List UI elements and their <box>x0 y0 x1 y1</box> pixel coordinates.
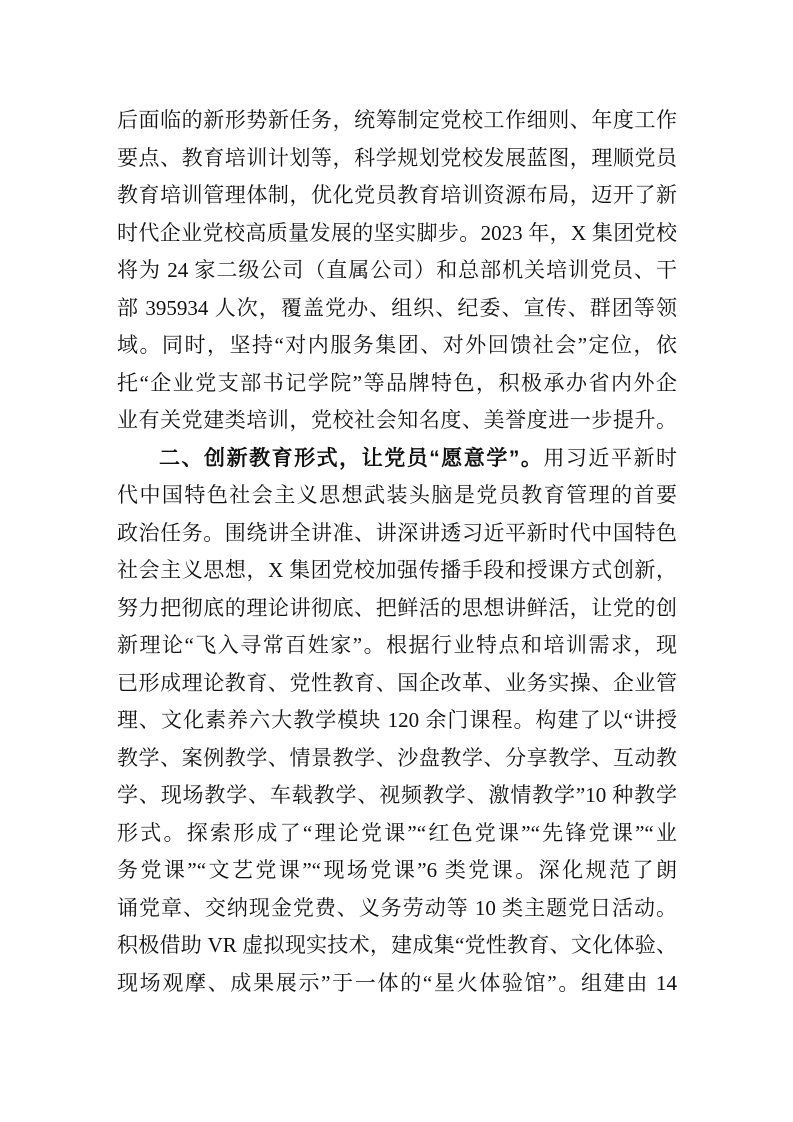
text-line: 政治任务。围绕讲全讲准、讲深讲透习近平新时代中国特色 <box>117 521 677 545</box>
text-line: 学、现场教学、车载教学、视频教学、激情教学”10 种教学 <box>117 783 677 807</box>
text-line: 现场观摩、成果展示”于一体的“星火体验馆”。组建由 14 <box>117 971 677 995</box>
text-line: 将为 24 家二级公司（直属公司）和总部机关培训党员、干 <box>117 258 677 282</box>
text-line: 形式。探索形成了“理论党课”“红色党课”“先锋党课”“业 <box>117 821 677 845</box>
text-line: 教学、案例教学、情景教学、沙盘教学、分享教学、互动教 <box>117 746 677 770</box>
text-line: 已形成理论教育、党性教育、国企改革、业务实操、企业管 <box>117 671 677 695</box>
text-line: 后面临的新形势新任务，统筹制定党校工作细则、年度工作 <box>117 108 677 132</box>
text-line: 托“企业党支部书记学院”等品牌特色，积极承办省内外企 <box>117 371 677 395</box>
text-line: 努力把彻底的理论讲彻底、把鲜活的思想讲鲜活，让党的创 <box>117 596 677 620</box>
heading-line <box>159 445 677 471</box>
text-line: 要点、教育培训计划等，科学规划党校发展蓝图，理顺党员 <box>117 146 677 170</box>
text-line: 新理论“飞入寻常百姓家”。根据行业特点和培训需求，现 <box>117 633 677 657</box>
heading-line-rest: 用习近平新时 <box>543 446 677 470</box>
text-line: 理、文化素养六大教学模块 120 余门课程。构建了以“讲授 <box>117 708 677 732</box>
text-line: 部 395934 人次，覆盖党办、组织、纪委、宣传、群团等领 <box>117 296 677 320</box>
section-heading: 二、创新教育形式，让党员“愿意学”。 <box>159 447 544 470</box>
text-line: 教育培训管理体制，优化党员教育培训资源布局，迈开了新 <box>117 183 677 207</box>
text-line: 域。同时，坚持“对内服务集团、对外回馈社会”定位，依 <box>117 333 677 357</box>
text-line: 时代企业党校高质量发展的坚实脚步。2023 年，X 集团党校 <box>117 221 677 245</box>
text-line: 积极借助 VR 虚拟现实技术，建成集“党性教育、文化体验、 <box>117 933 677 957</box>
text-line: 务党课”“文艺党课”“现场党课”6 类党课。深化规范了朗 <box>117 858 677 882</box>
text-line: 业有关党建类培训，党校社会知名度、美誉度进一步提升。 <box>117 408 677 432</box>
text-line: 社会主义思想，X 集团党校加强传播手段和授课方式创新， <box>117 558 677 582</box>
text-line: 诵党章、交纳现金党费、义务劳动等 10 类主题党日活动。 <box>117 896 677 920</box>
text-line: 代中国特色社会主义思想武装头脑是党员教育管理的首要 <box>117 483 677 507</box>
